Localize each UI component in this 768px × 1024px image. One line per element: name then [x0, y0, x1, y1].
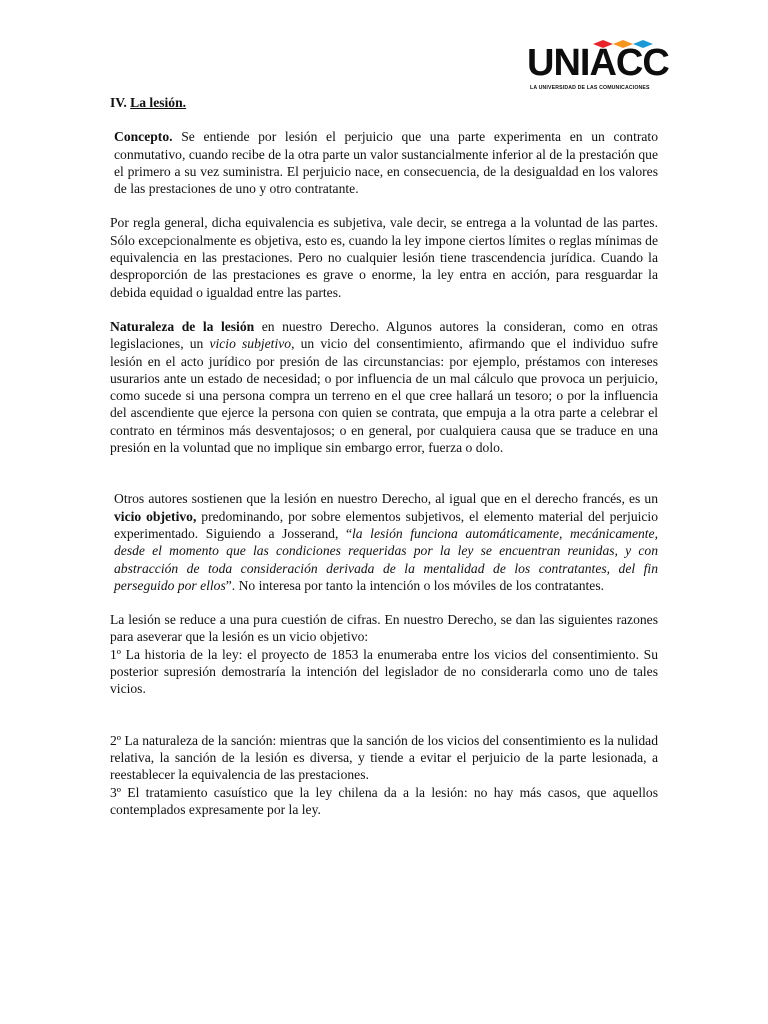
naturaleza-italic: vicio subjetivo	[209, 336, 292, 352]
section-heading	[110, 94, 658, 111]
naturaleza-text-a: en nuestro Derecho. Algunos autores la consideran, como en otras legislaciones, un	[110, 318, 658, 352]
uniacc-logo	[527, 40, 669, 98]
section-title: La lesión.	[130, 95, 187, 110]
vicio-objetivo-text-a: Otros autores sostienen que la lesión en nuestro Derecho, al igual que en el derecho francés, es un	[114, 491, 658, 507]
paragraph-regla-general	[110, 214, 658, 300]
paragraph-naturaleza	[110, 318, 658, 456]
vicio-objetivo-text-c: ”. No interesa por tanto la intención o los móviles de los contratantes.	[225, 577, 605, 593]
document-body	[110, 94, 658, 818]
regla-general-text: Por regla general, dicha equivalencia es subjetiva, vale decir, se entrega a la voluntad de las partes. Sólo excepcionalmente es objetiva, esto es, cuando la ley impone ciertos límites o reglas mínimas de equivalencia en las prestaciones. Pero no cualquier lesión tiene trascendencia jurídica. Cuando la desproporción de las prestaciones es grave o enorme, la ley entra en acción, para resguardar la debida equidad o igualdad entre las partes.	[110, 215, 658, 300]
vicio-objetivo-bold: vicio objetivo,	[114, 508, 197, 524]
vicio-objetivo-text-b: predominando, por sobre elementos subjetivos, el elemento material del perjuicio experimentado. Siguiendo a Josserand, “	[114, 508, 658, 541]
section-number: IV.	[110, 95, 127, 110]
logo-tagline: LA UNIVERSIDAD DE LAS COMUNICACIONES	[530, 85, 650, 91]
list-item-historia: 1º La historia de la ley: el proyecto de 1853 la enumeraba entre los vicios del consentimiento. Su posterior supresión demostraría la intención del legislador de no considerarla como uno de tales vicios.	[110, 646, 658, 697]
paragraph-concepto	[110, 128, 658, 197]
naturaleza-text-b: , un vicio del consentimiento, afirmando que el individuo sufre lesión en el acto jurídico por presión de las circunstancias: por ejemplo, préstamos con intereses usurarios ante un estado de necesidad; o por influencia de un mal cálculo que provoca un perjuicio, como sucede si una persona compra un terreno en el que cree hallará un tesoro; o por la influencia del ascendiente que ejerce la persona con quien se contrata, que empuja a la otra parte a celebrar el contrato en términos más desventajosos; o en general, por cualquiera causa que se traduce en una presión en la voluntad que no implique sin embargo error, fuerza o dolo.	[110, 336, 658, 456]
concepto-lead: Concepto.	[114, 129, 173, 145]
paragraph-vicio-objetivo	[110, 490, 658, 594]
josserand-quote: la lesión funciona automáticamente, mecánicamente, desde el momento que las condiciones requeridas por la ley se encuentran reunidas, y con abstracción de toda consideración derivada de la mentalidad de los contratantes, del fin perseguido por ellos	[114, 525, 658, 593]
list-item-sancion: 2º La naturaleza de la sanción: mientras que la sanción de los vicios del consentimiento es la nulidad relativa, la sanción de la lesión es diversa, y tiende a evitar el perjuicio de la parte lesionada, a reestablecer la equivalencia de las prestaciones.	[110, 732, 658, 783]
paragraph-cifras-intro: La lesión se reduce a una pura cuestión de cifras. En nuestro Derecho, se dan las siguientes razones para aseverar que la lesión es un vicio objetivo:	[110, 612, 658, 645]
naturaleza-lead: Naturaleza de la lesión	[110, 318, 255, 334]
list-item-casuistico: 3º El tratamiento casuístico que la ley chilena da a la lesión: no hay más casos, que aquellos contemplados expresamente por la ley.	[110, 784, 658, 817]
logo-wordmark: UNIACC	[527, 42, 669, 84]
concepto-text: Se entiende por lesión el perjuicio que una parte experimenta en un contrato conmutativo, cuando recibe de la otra parte un valor sustancialmente inferior al de la prestación que el primero a su vez suministra. El perjuicio nace, en consecuencia, de la desigualdad en los valores de las prestaciones de uno y otro contratante.	[114, 129, 658, 197]
